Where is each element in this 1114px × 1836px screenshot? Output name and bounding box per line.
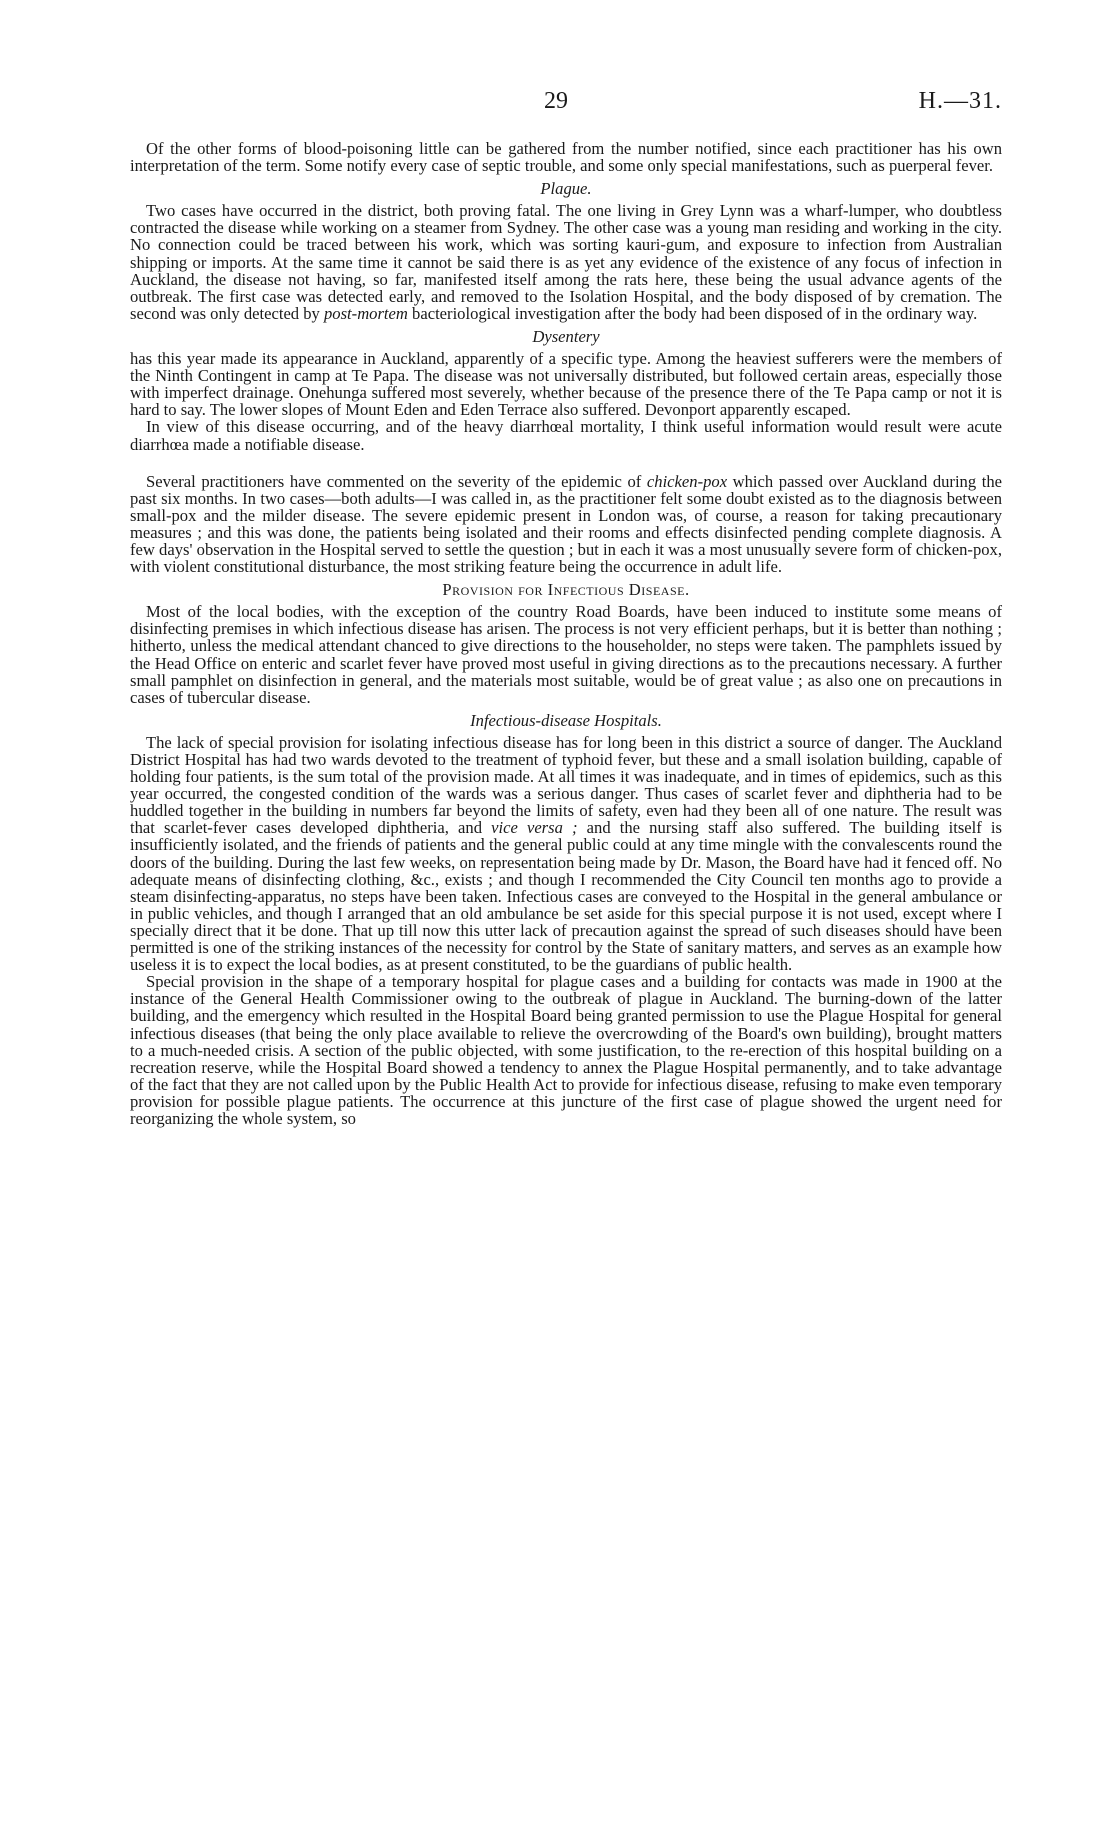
heading-plague: Plague. [540, 179, 592, 199]
paragraph-dysentery: has this year made its appearance in Auckland, apparently of a specific type. Among the heaviest sufferers were the members of the Ninth Contingent in camp at Te Papa. The disease was not universally distributed, but followed certain areas, especially those with imperfect drainage. Onehunga suffered most severely, whether because of the presence there of the Te Papa camp or not it is hard to say. The lower slopes of Mount Eden and Eden Terrace also suffered. Devonport apparently escaped. [130, 349, 1002, 420]
heading-dysentery: Dysentery [532, 326, 600, 346]
document-reference: H.—31. [918, 88, 1002, 114]
paragraph-blood-poisoning: Of the other forms of blood-poisoning little can be gathered from the number notified, since each practitioner has his own interpretation of the term. Some notify every case of septic trouble, and some only special manifestations, such as puerperal fever. [130, 139, 1002, 176]
paragraph-plague [130, 202, 1002, 322]
italic-term: post-mortem [324, 303, 408, 323]
paragraph-chicken-pox [130, 473, 1002, 576]
paragraph-hospitals-1 [130, 734, 1002, 973]
text-run: bacteriological investigation after the body had been disposed of in the ordinary way. [407, 303, 978, 323]
text-run: Two cases have occurred in the district, both proving fatal. The one living in Grey Lynn was a wharf-lumper, who doubtless contracted the disease while working on a steamer from Sydney. The other case was a young man residing and working in the city. No connection could be traced between his work, which was sorting kauri-gum, and exposure to infection from Australian shipping or imports. At the same time it cannot be said there is as yet any evidence of the existence of any focus of infection in Auckland, the disease not having, so far, manifested itself among the rats here, these being the usual advance agents of the outbreak. The first case was detected early, and removed to the Isolation Hospital, and the body disposed of by cremation. The second was only detected by [130, 201, 1002, 323]
paragraph-hospitals-2: Special provision in the shape of a temporary hospital for plague cases and a building for contacts was made in 1900 at the instance of the General Health Commissioner owing to the outbreak of plague in Auckland. The burning-down of the latter building, and the emergency which resulted in the Hospital Board being granted permission to use the Plague Hospital for general infectious diseases (that being the only place available to relieve the overcrowding of the Board's own building), brought matters to a much-needed crisis. A section of the public objected, with some justification, to the re-erection of this hospital building on a recreation reserve, while the Hospital Board showed a tendency to annex the Plague Hospital permanently, and to take advantage of the fact that they are not called upon by the Public Health Act to provide for infectious disease, refusing to make even temporary provision for possible plague patients. The occurrence at this juncture of the first case of plague showed the urgent need for reorganizing the whole system, so [130, 972, 1002, 1128]
paragraph-diarrhoea: In view of this disease occurring, and of the heavy diarrhœal mortality, I think useful information would result were acute diarrhœa made a notifiable disease. [130, 417, 1002, 454]
heading-hospitals: Infectious-disease Hospitals. [470, 710, 662, 730]
text-run: and the nursing staff also suffered. The building itself is insufficiently isolated, and the friends of patients and the general public could at any time mingle with the convalescents round the doors of the building. During the last few weeks, on representation being made by Dr. Mason, the Board have had it fenced off. No adequate means of disinfecting clothing, &c., exists ; and though I recommended the City Council ten months ago to provide a steam disinfecting-apparatus, no steps have been taken. Infectious cases are conveyed to the Hospital in the general ambulance or in public vehicles, and though I arranged that an old ambulance be set aside for this special purpose it is not used, except where I specially direct that it be done. That up till now this utter lack of precaution against the spread of such diseases should have been permitted is one of the striking instances of the necessity for control by the State of sanitary matters, and serves as an example how useless it is to expect the local bodies, as at present constituted, to be the guardians of public health. [130, 818, 1002, 975]
text-run: which passed over Auckland during the past six months. In two cases—both adults—I was called in, as the practitioner felt some doubt existed as to the diagnosis between small-pox and the milder disease. The severe epidemic present in London was, of course, a reason for taking precautionary measures ; and this was done, the patients being isolated and their rooms and effects disinfected pending complete diagnosis. A few days' observation in the Hospital served to settle the question ; but in each it was a most unusually severe form of chicken-pox, with violent constitutional disturbance, the most striking feature being the occurrence in adult life. [130, 471, 1002, 577]
heading-provision: Provision for Infectious Disease. [442, 580, 690, 600]
text-run: The lack of special provision for isolating infectious disease has for long been in this district a source of danger. The Auckland District Hospital has had two wards devoted to the treatment of typhoid fever, but these and a small isolation building, capable of holding four patients, is the sum total of the provision made. At all times it was inadequate, and in times of epidemics, such as this year occurred, the congested condition of the wards was a serious danger. Thus cases of scarlet fever and diphtheria had to be huddled together in the building in numbers far beyond the limits of safety, even had they been all of one nature. The result was that scarlet-fever cases developed diphtheria, and [130, 732, 1002, 838]
italic-term: chicken-pox [646, 471, 728, 491]
page-number: 29 [544, 88, 568, 114]
document-body [130, 140, 1002, 1127]
paragraph-provision: Most of the local bodies, with the exception of the country Road Boards, have been induced to institute some means of disinfecting premises in which infectious disease has arisen. The process is not very efficient perhaps, but it is better than nothing ; hitherto, unless the medical attendant chanced to give directions to the householder, no steps were taken. The pamphlets issued by the Head Office on enteric and scarlet fever have proved most useful in giving directions as to the precautions necessary. A further small pamphlet on disinfection in general, and the materials most suitable, would be of great value ; as also one on precautions in cases of tubercular disease. [130, 602, 1002, 707]
text-run: Several practitioners have commented on the severity of the epidemic of [146, 471, 647, 491]
italic-term: vice versa ; [491, 818, 578, 838]
spacer [130, 453, 1002, 473]
